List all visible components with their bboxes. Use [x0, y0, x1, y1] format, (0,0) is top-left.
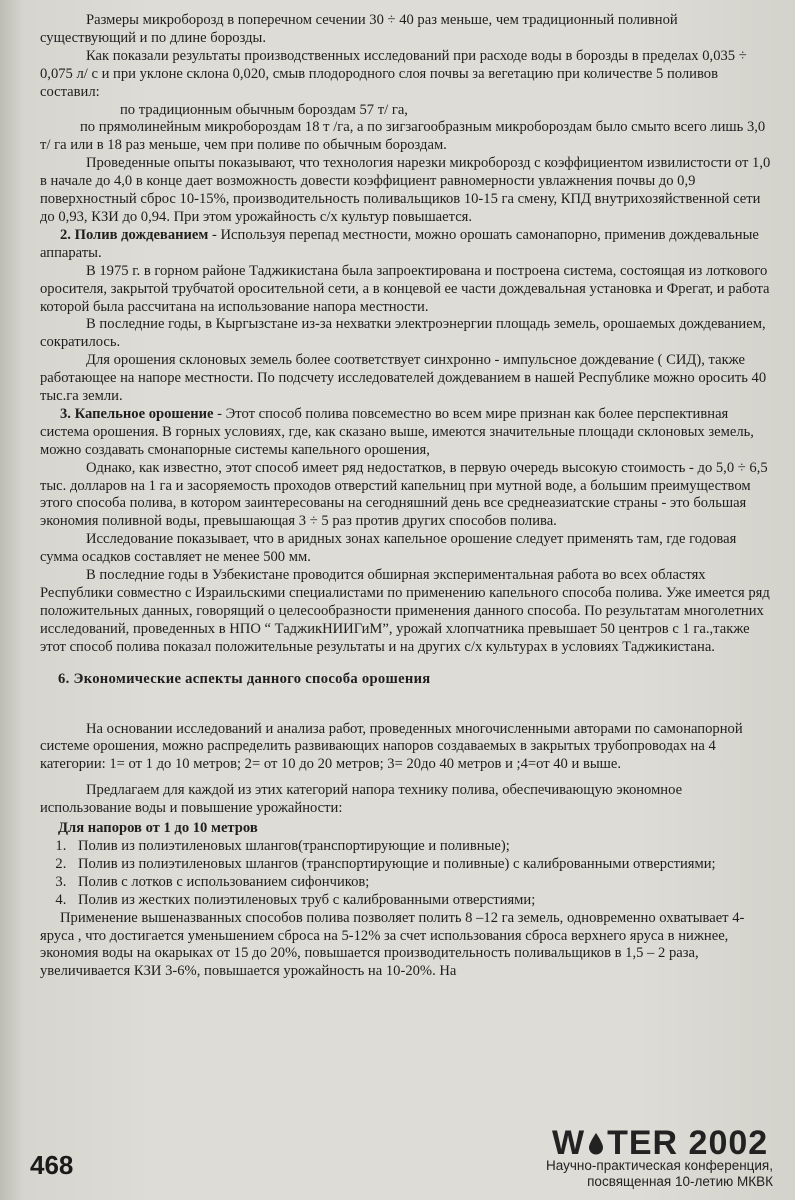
- paragraph: по прямолинейным микробороздам 18 т /га, а по зигзагообразным микробороздам было смыто всего лишь 3,0 т/ га или в 18 раз меньше, чем при поливе по обычным бороздам.: [40, 119, 766, 154]
- logo-letter: W: [552, 1124, 586, 1162]
- subsection-heading: 3. Капельное орошение: [60, 405, 214, 422]
- paragraph: Для орошения склоновых земель более соответствует синхронно - импульсное дождевание ( СИД), также работающее на напоре местности. По подсчету исследователей дождеванием в нашей Республике можно оросить 40 тыс.га земли.: [40, 352, 767, 405]
- numbered-list: [40, 838, 775, 910]
- list-line: по традиционным обычным бороздам 57 т/ га,: [120, 101, 408, 118]
- paragraph: [40, 406, 775, 460]
- paragraph: В 1975 г. в горном районе Таджикистана была запроектирована и построена система, состоящая из лоткового оросителя, закрытой трубчатой оросительной сети, а в концевой ее части дождевальная установка и Фрегат, и работа которой была рассчитана на использование напора местности.: [40, 262, 770, 315]
- section-heading: 6. Экономические аспекты данного способа орошения: [58, 670, 431, 687]
- body-text: [40, 12, 775, 981]
- subheading: Для напоров от 1 до 10 метров: [58, 820, 258, 837]
- conference-line: Научно-практическая конференция,: [546, 1158, 773, 1173]
- paragraph-text: - Используя перепад местности, можно орошать самонапорно, применив дождевальные аппараты.: [40, 226, 759, 261]
- paragraph: Как показали результаты производственных исследований при расходе воды в борозды в пределах 0,035 ÷ 0,075 л/ с и при уклоне склона 0,020, смыв плодородного слоя почвы за вегетацию при количестве 5 поливов составил:: [40, 47, 747, 100]
- page-number: 468: [30, 1150, 74, 1180]
- paragraph: Проведенные опыты показывают, что технология нарезки микроборозд с коэффициентом извилистости от 1,0 в начале до 4,0 в конце дает возможность довести коэффициент равномерности увлажнения почвы до 0,9 поверхностный сброс 10-15%, производительность поливальщиков 10-15 га смену, КПД внутрихозяйственной сети до 0,93, КЗИ до 0,94. При этом урожайность с/х культур повышается.: [40, 155, 771, 225]
- list-item: 4. Полив из жестких полиэтиленовых труб с калиброванными отверстиями;: [70, 892, 775, 910]
- paragraph: [40, 227, 775, 263]
- paragraph: Предлагаем для каждой из этих категорий напора технику полива, обеспечивающую экономное использование воды и повышение урожайности:: [40, 782, 683, 817]
- paragraph: В последние годы в Узбекистане проводится обширная экспериментальная работа во всех областях Республики совместно с Израильскими специалистами по применению капельного способа полива. Уже имеется ряд положительных данных, говорящий о целесообразности применения данного способа. По результатам многолетних исследований, проведенных в НПО “ ТаджикНИИГиМ”, урожай хлопчатника превышает 50 центров с 1 га.,также этот способ полива показал положительные результаты и на других с/х культурах в условиях Таджикистана.: [40, 567, 770, 655]
- paragraph: В последние годы, в Кыргызстане из-за нехватки электроэнергии площадь земель, орошаемых дождеванием, сократилось.: [40, 316, 766, 351]
- paragraph-text: - Этот способ полива повсеместно во всем мире признан как более перспективная система орошения. В горных условиях, где, как сказано выше, имеются значительные площади склоновых земель, можно создавать смонапорные системы капельного орошения,: [40, 405, 754, 458]
- paragraph: Исследование показывает, что в аридных зонах капельное орошение следует применять там, где годовая сумма осадков составляет не менее 500 мм.: [40, 531, 737, 566]
- paragraph: Применение вышеназванных способов полива позволяет полить 8 –12 га земель, одновременно охватывает 4- яруса , что достигается уменьшением сброса на 5-12% за счет использования сброса верхнего яруса в нижнее, экономия воды на окарыках от 15 до 20%, повышается производительность поливальщиков в 1,5 – 2 раза, увеличивается КЗИ 3-6%, повышается урожайность на 10-20%. На: [40, 909, 745, 980]
- paragraph: Однако, как известно, этот способ имеет ряд недостатков, в первую очередь высокую стоимость - до 5,0 ÷ 6,5 тыс. долларов на 1 га и засоряемость проходов отверстий капельниц при мутной воде, а большим преимуществом этого способа полива, в котором заинтересованы на сегодняшний день все среднеазиатские страны - это большая экономия поливной воды, превышающая 3 ÷ 5 раз против других способов полива.: [40, 459, 768, 530]
- conference-caption: [508, 1158, 773, 1190]
- list-item: 2. Полив из полиэтиленовых шлангов (транспортирующие и поливные) с калиброванными отверстиями;: [70, 856, 775, 874]
- water-drop-icon: [587, 1132, 605, 1156]
- paragraph: [40, 102, 775, 120]
- paragraph: Размеры микроборозд в поперечном сечении 30 ÷ 40 раз меньше, чем традиционный поливной существующий и по длине борозды.: [40, 12, 678, 46]
- paragraph: На основании исследований и анализа работ, проведенных многочисленными авторами по самонапорной системе орошения, можно распределить развивающих напоров создаваемых в закрытых трубопроводах на 4 категории: 1= от 1 до 10 метров; 2= от 10 до 20 метров; 3= 20до 40 метров и ;4=от 40 и выше.: [40, 720, 743, 773]
- subsection-heading: 2. Полив дождеванием: [60, 226, 209, 243]
- conference-line: посвященная 10-летию МКВК: [587, 1174, 773, 1189]
- list-item: 3. Полив с лотков с использованием сифончиков;: [70, 874, 775, 892]
- list-item: 1. Полив из полиэтиленовых шлангов(транспортирующие и поливные);: [70, 838, 775, 856]
- logo-text: TER 2002: [607, 1124, 769, 1162]
